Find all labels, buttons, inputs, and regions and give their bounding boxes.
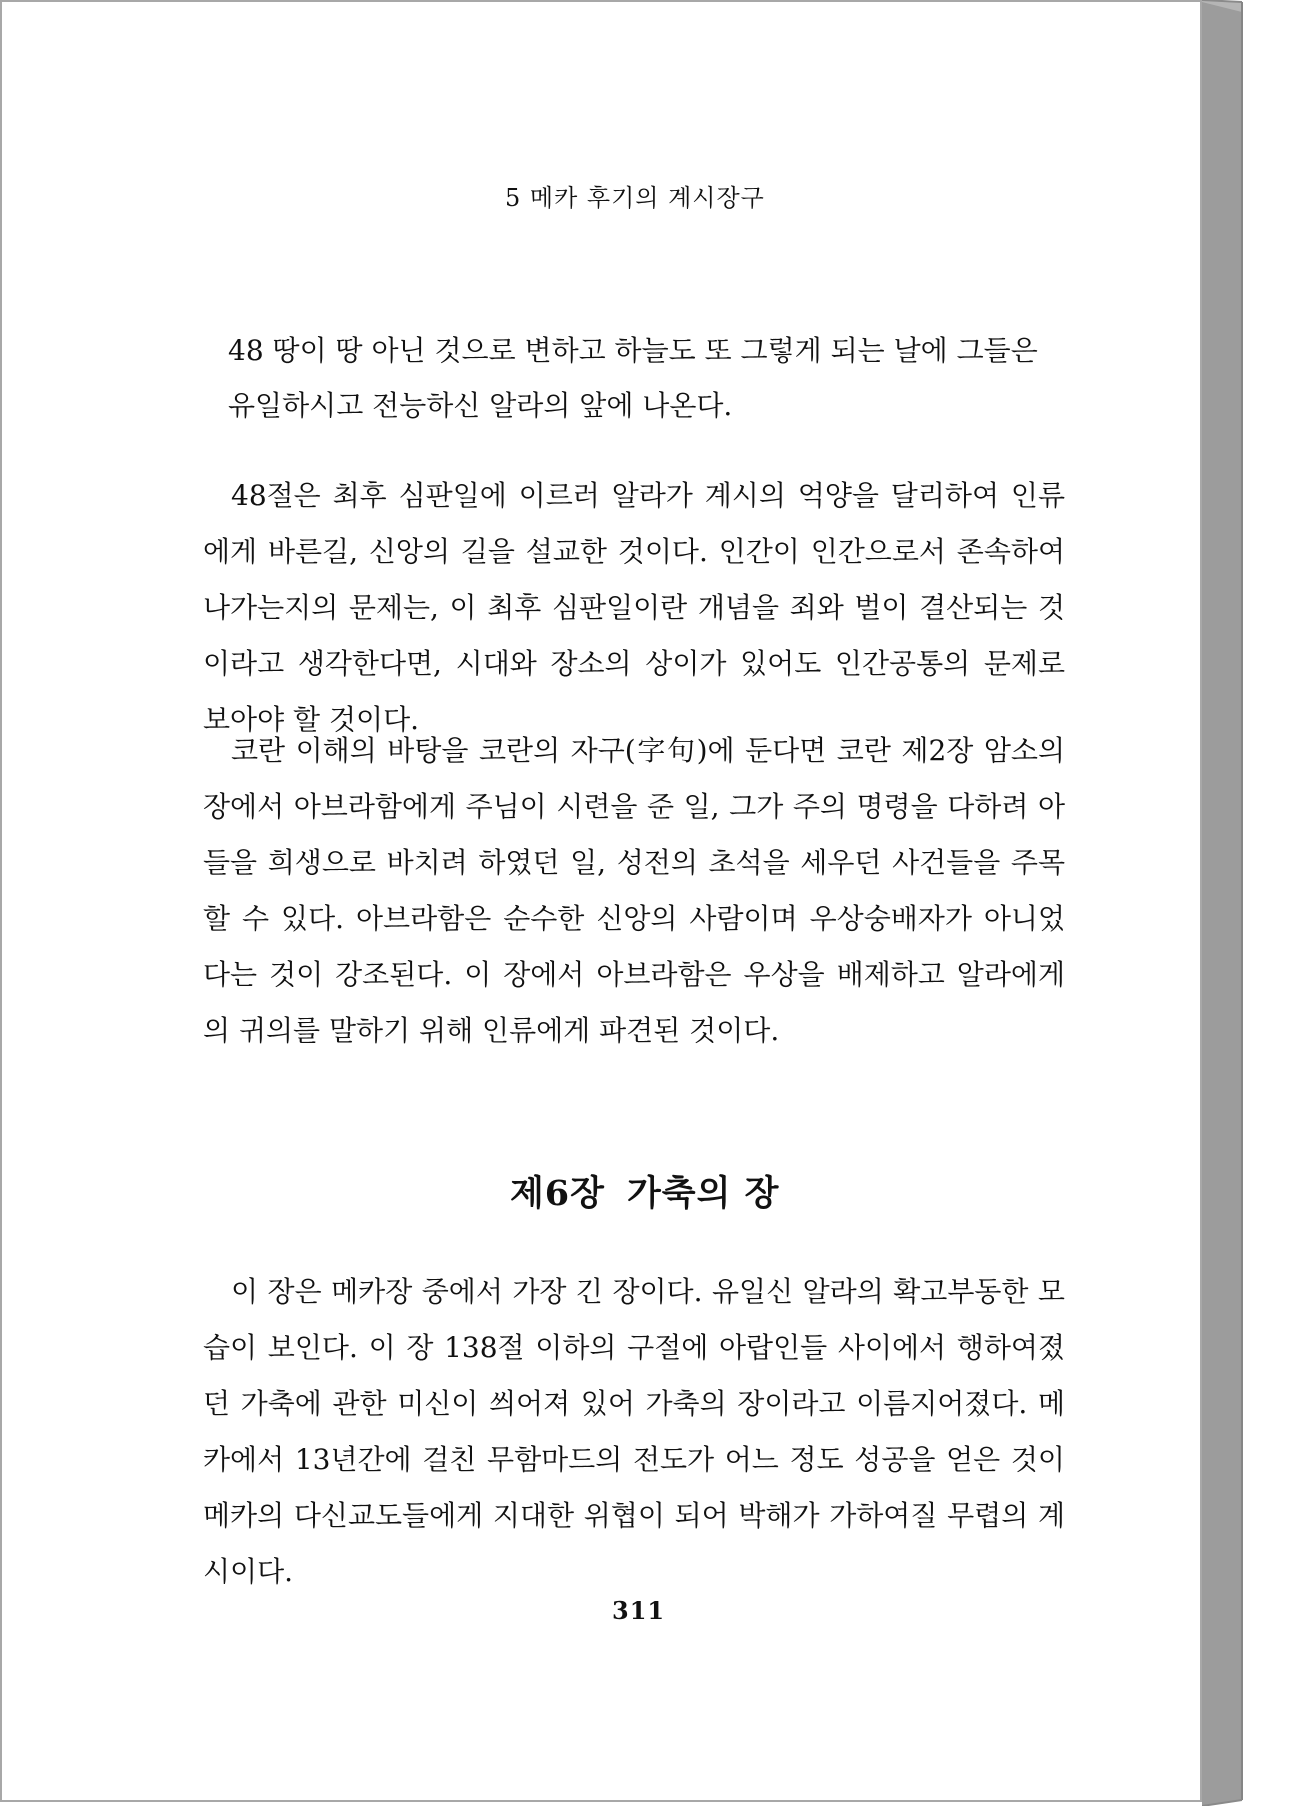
chapter-number: 제6장 (510, 1173, 605, 1214)
chapter-title: 가축의 장 (626, 1173, 780, 1214)
commentary-paragraph (203, 468, 1065, 748)
verse-block (228, 323, 1068, 433)
verse-line: 48 땅이 땅 아닌 것으로 변하고 하늘도 또 그렇게 되는 날에 그들은 (228, 334, 1038, 367)
chapter-heading (510, 1166, 779, 1216)
paragraph-text: 48절은 최후 심판일에 이르러 알라가 계시의 억양을 달리하여 인류에게 바른길, 신앙의 길을 설교한 것이다. 인간이 인간으로서 존속하여 나가는지의 문제는, 이 최후 심판일이란 개념을 죄와 벌이 결산되는 것이라고 생각한다면, 시대와 장소의 상이가 있어도 인간공통의 문제로 보아야 할 것이다. (203, 479, 1065, 736)
commentary-paragraph (203, 723, 1065, 1059)
chapter-intro-paragraph (203, 1264, 1065, 1600)
running-head: 5 메카 후기의 계시장구 (505, 184, 765, 212)
paragraph-text: 이 장은 메카장 중에서 가장 긴 장이다. 유일신 알라의 확고부동한 모습이 보인다. 이 장 138절 이하의 구절에 아랍인들 사이에서 행하여졌던 가축에 관한 미신이 씌어져 있어 가축의 장이라고 이름지어졌다. 메카에서 13년간에 걸친 무함마드의 전도가 어느 정도 성공을 얻은 것이 메카의 다신교도들에게 지대한 위협이 되어 박해가 가하여질 무렵의 계시이다. (203, 1275, 1065, 1588)
paragraph-text: 코란 이해의 바탕을 코란의 자구(字句)에 둔다면 코란 제2장 암소의 장에서 아브라함에게 주님이 시련을 준 일, 그가 주의 명령을 다하려 아들을 희생으로 바치려 하였던 일, 성전의 초석을 세우던 사건들을 주목할 수 있다. 아브라함은 순수한 신앙의 사람이며 우상숭배자가 아니었다는 것이 강조된다. 이 장에서 아브라함은 우상을 배제하고 알라에게의 귀의를 말하기 위해 인류에게 파견된 것이다. (203, 734, 1065, 1047)
page-number: 311 (612, 1596, 666, 1625)
verse-line: 유일하시고 전능하신 알라의 앞에 나온다. (228, 389, 733, 422)
